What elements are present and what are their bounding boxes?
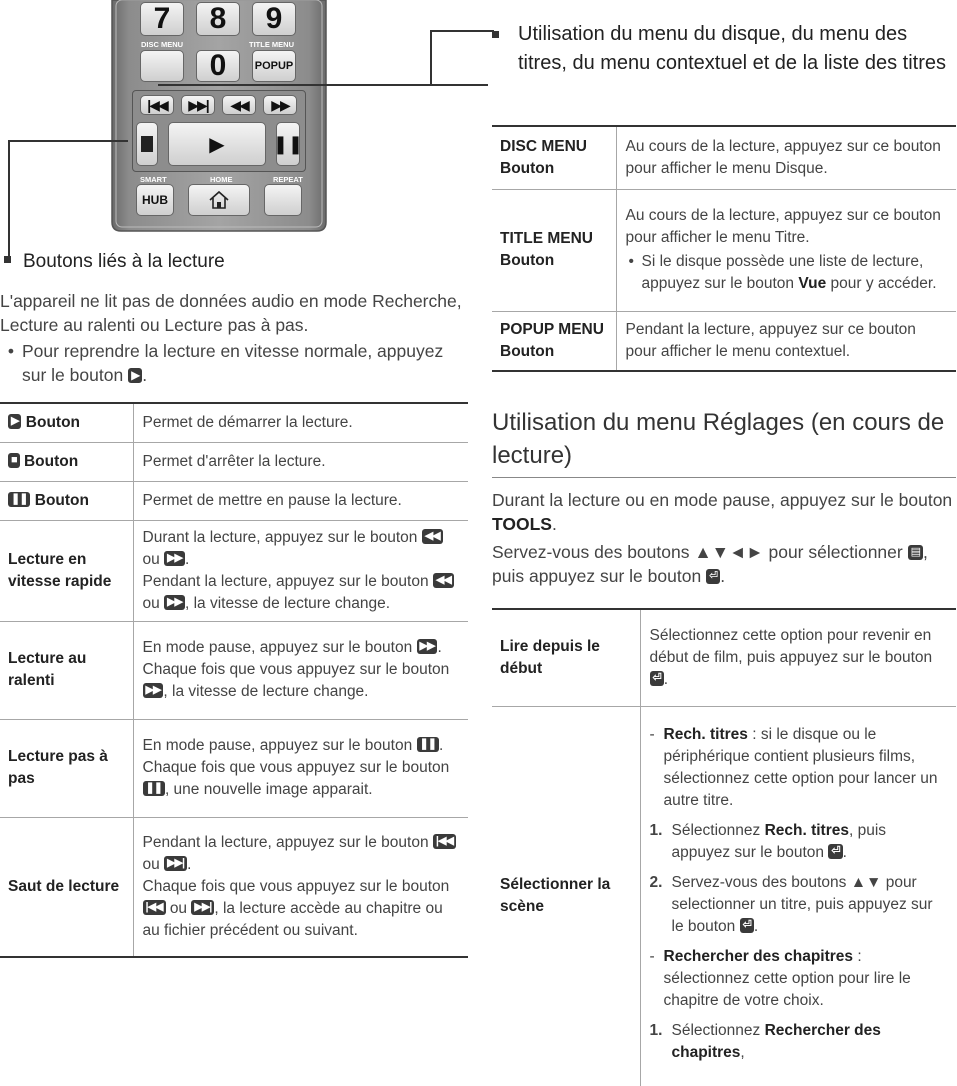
- right-heading-text: Utilisation du menu du disque, du menu des titres, du menu contextuel et de la liste des titres: [518, 23, 946, 74]
- enter-icon: ⏎: [706, 569, 720, 584]
- left-bullet-text: Pour reprendre la lecture en vitesse normale, appuyez sur le bouton ▶ .: [22, 341, 444, 385]
- table-row: [0, 621, 468, 719]
- pause-icon: ❚❚: [8, 492, 30, 507]
- next-icon: ▶▶|: [164, 856, 187, 871]
- callout-line-right-h2: [430, 30, 494, 32]
- right-heading: [492, 20, 954, 78]
- row-value: Pendant la lecture, appuyez sur le bouton |◀◀ ou ▶▶| . Chaque fois que vous appuyez sur le bouton |◀◀ ou ▶▶| , la lecture accède au chapitre ou au fichier précédent ou suivant.: [133, 817, 468, 957]
- table-row: [0, 403, 468, 442]
- pause-icon: ❚❚: [143, 781, 165, 796]
- left-bullet: [0, 339, 470, 387]
- row-key: Lecture au ralenti: [0, 621, 133, 719]
- rewind-button[interactable]: [222, 95, 256, 115]
- list-item: 1. Sélectionnez Rechercher des chapitres,: [649, 1021, 881, 1061]
- row-value: Permet d'arrêter la lecture.: [133, 442, 468, 481]
- enter-icon: ⏎: [740, 918, 754, 933]
- callout-line-left-h: [8, 140, 128, 142]
- row-key: ▶ Bouton: [0, 403, 133, 442]
- table-row: [492, 189, 956, 311]
- pause-button[interactable]: [272, 122, 304, 166]
- menu-table: [492, 125, 956, 372]
- pause-icon: ❚❚: [417, 737, 439, 752]
- table-row: [0, 481, 468, 520]
- tools-icon: ▤: [908, 545, 923, 560]
- rewind-icon: ◀◀: [230, 96, 248, 113]
- row-key: DISC MENU Bouton: [492, 126, 616, 189]
- callout-line-right-h1: [158, 84, 488, 86]
- row-key: ■ Bouton: [0, 442, 133, 481]
- row-value: [640, 706, 956, 1086]
- key-0[interactable]: 0: [196, 50, 240, 82]
- settings-table: [492, 608, 956, 1086]
- table-row: [0, 442, 468, 481]
- row-value: Permet de démarrer la lecture.: [133, 403, 468, 442]
- section-divider: [492, 477, 956, 478]
- table-row: [492, 126, 956, 189]
- remote-control-illustration: [110, 0, 328, 232]
- list-item: - Rechercher des chapitres : sélectionnez cette option pour lire le chapitre de votre choix.: [649, 947, 911, 1009]
- settings-intro-2: Servez-vous des boutons ▲▼◄► pour sélectionner ▤ , puis appuyez sur le bouton ⏎ .: [492, 542, 928, 586]
- playback-table: [0, 402, 468, 958]
- key-7[interactable]: 7: [140, 2, 184, 36]
- key-9[interactable]: 9: [252, 2, 296, 36]
- next-icon: ▶▶|: [191, 900, 214, 915]
- row-value: En mode pause, appuyez sur le bouton ▶▶ . Chaque fois que vous appuyez sur le bouton ▶▶ , la vitesse de lecture change.: [133, 621, 468, 719]
- callout-line-left: [8, 140, 10, 260]
- rewind-icon: ◀◀: [433, 573, 454, 588]
- stop-icon: [141, 136, 153, 152]
- stop-button[interactable]: [136, 122, 158, 166]
- table-row: [492, 609, 956, 706]
- row-value: Au cours de la lecture, appuyez sur ce bouton pour afficher le menu Disque.: [616, 126, 956, 189]
- list-item: - Rech. titres : si le disque ou le périphérique contient plusieurs films, sélectionnez cette option pour lancer un autre titre.: [649, 725, 938, 809]
- table-row: [0, 817, 468, 957]
- rewind-icon: ◀◀: [422, 529, 443, 544]
- row-key: TITLE MENU Bouton: [492, 189, 616, 311]
- list-item: 1. Sélectionnez Rech. titres, puis appuyez sur le bouton ⏎ .: [649, 821, 887, 861]
- title-menu-label: TITLE MENU: [249, 40, 294, 49]
- next-icon: ▶▶|: [188, 96, 208, 113]
- fast-forward-icon: ▶▶: [143, 683, 164, 698]
- bullet-dot-icon: •: [7, 341, 15, 361]
- enter-icon: ⏎: [828, 844, 842, 859]
- fast-forward-icon: ▶▶: [164, 551, 185, 566]
- fast-forward-icon: ▶▶: [164, 595, 185, 610]
- prev-icon: |◀◀: [143, 900, 166, 915]
- row-value: Pendant la lecture, appuyez sur ce bouton pour afficher le menu contextuel.: [616, 311, 956, 371]
- settings-section-title: Utilisation du menu Réglages (en cours de lecture): [492, 409, 945, 469]
- table-row: [492, 706, 956, 1086]
- popup-button[interactable]: POPUP: [252, 50, 296, 82]
- disc-menu-label: DISC MENU: [141, 40, 184, 49]
- row-key: Lecture en vitesse rapide: [0, 520, 133, 621]
- play-icon: ▶: [8, 414, 21, 429]
- row-value: Sélectionnez cette option pour revenir en début de film, puis appuyez sur le bouton ⏎ .: [640, 609, 956, 706]
- row-key: Lecture pas à pas: [0, 719, 133, 817]
- pause-icon: ❚❚: [272, 133, 304, 154]
- fast-forward-icon: ▶▶: [271, 96, 289, 113]
- row-key: Lire depuis le début: [492, 609, 640, 706]
- square-bullet-icon: [492, 31, 499, 38]
- table-row: [0, 719, 468, 817]
- smart-label: SMART: [140, 175, 167, 184]
- row-key: POPUP MENU Bouton: [492, 311, 616, 371]
- home-button[interactable]: [188, 184, 250, 216]
- play-button[interactable]: [168, 122, 266, 166]
- row-key: Saut de lecture: [0, 817, 133, 957]
- settings-intro-1: Durant la lecture ou en mode pause, appuyez sur le bouton TOOLS.: [492, 490, 953, 534]
- callout-line-right-v: [430, 30, 432, 86]
- key-8[interactable]: 8: [196, 2, 240, 36]
- row-key: Sélectionner la scène: [492, 706, 640, 1086]
- play-icon: ▶: [209, 133, 225, 156]
- prev-icon: |◀◀: [147, 96, 167, 113]
- left-intro: L'appareil ne lit pas de données audio en mode Recherche, Lecture au ralenti ou Lecture pas à pas.: [0, 291, 462, 335]
- disc-menu-button[interactable]: [140, 50, 184, 82]
- fast-forward-button[interactable]: [263, 95, 297, 115]
- row-value: Au cours de la lecture, appuyez sur ce bouton pour afficher le menu Titre. • Si le disque possède une liste de lecture, appuyez sur le bouton Vue pour y accéder.: [616, 189, 956, 311]
- smart-hub-button[interactable]: HUB: [136, 184, 174, 216]
- play-icon: ▶: [128, 368, 142, 383]
- home-icon: [208, 190, 230, 210]
- row-value: Permet de mettre en pause la lecture.: [133, 481, 468, 520]
- enter-icon: ⏎: [650, 671, 664, 686]
- next-button[interactable]: [181, 95, 215, 115]
- row-key: ❚❚ Bouton: [0, 481, 133, 520]
- row-value: Durant la lecture, appuyez sur le bouton ◀◀ ou ▶▶ . Pendant la lecture, appuyez sur le bouton ◀◀ ou ▶▶ , la vitesse de lecture change.: [133, 520, 468, 621]
- prev-button[interactable]: [140, 95, 174, 115]
- stop-icon: ■: [8, 453, 20, 468]
- callout-joint: [272, 84, 274, 86]
- prev-icon: |◀◀: [433, 834, 456, 849]
- repeat-label: REPEAT: [273, 175, 303, 184]
- repeat-button[interactable]: [264, 184, 302, 216]
- row-value: En mode pause, appuyez sur le bouton ❚❚ . Chaque fois que vous appuyez sur le bouton ❚❚ , une nouvelle image apparait.: [133, 719, 468, 817]
- table-row: [0, 520, 468, 621]
- fast-forward-icon: ▶▶: [417, 639, 438, 654]
- list-item: • Si le disque possède une liste de lecture, appuyez sur le bouton Vue pour y accéder.: [642, 251, 948, 295]
- left-heading: Boutons liés à la lecture: [4, 248, 474, 275]
- square-bullet-icon: [4, 256, 11, 263]
- list-item: 2. Servez-vous des boutons ▲▼ pour selectionner un titre, puis appuyez sur le bouton ⏎ .: [649, 873, 933, 935]
- home-label: HOME: [210, 175, 233, 184]
- table-row: [492, 311, 956, 371]
- title-menu-notes: [626, 251, 948, 295]
